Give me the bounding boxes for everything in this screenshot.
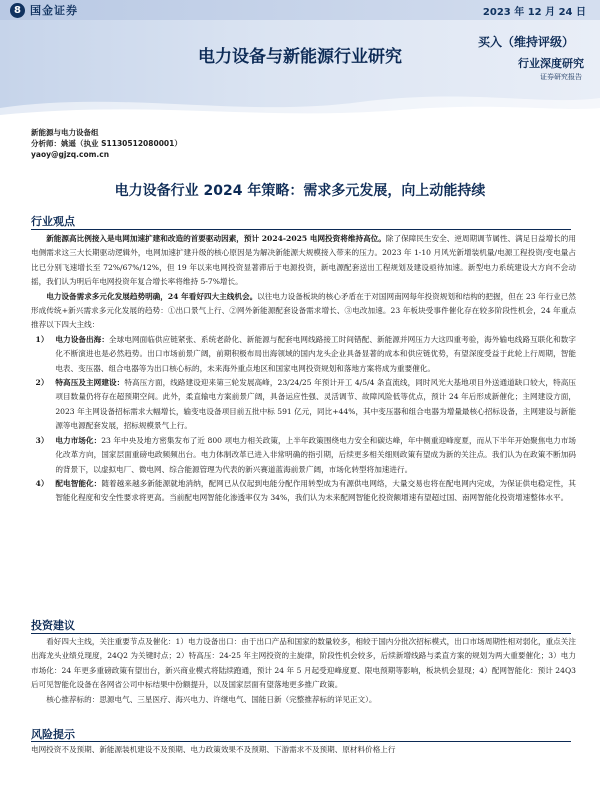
- section-divider: [31, 229, 571, 230]
- paragraph: [31, 232, 576, 290]
- report-header: [0, 0, 600, 121]
- section-viewpoint-heading: 行业观点: [31, 215, 75, 228]
- list-item: [31, 376, 576, 434]
- item-text: 全球电网面临供应链紧张、系统老龄化、新能源与配套电网线路接工时间错配、新能源并网压力大这四重考验，海外输电线路互联化和数字化不断演进也是必然趋势。出口市场前景广阔，前期积极布局出海领域的国内龙头企业具备显著的成本和供应链优势，有望深度受益于此轮上行周期，智能电表、变压器、组合电器等为出口核心标的，未来海外重点地区和国家电网投资规划和落地方案将成为重要催化。: [55, 334, 577, 373]
- risk-body: [31, 743, 576, 757]
- paragraph-text: 以往电力设备板块的核心矛盾在于对国网南网每年投资规划和结构的把握，但在 23 年行业已然形成传统+新兴需求多元化发展的趋势：①出口景气上行、②网外新能源配套设备需求增长、③电改加速。23 年板块受事件催化存在较多阶段性机会，24 年重点推荐以下四大主线：: [31, 291, 576, 330]
- analyst-block: [31, 127, 182, 160]
- list-item: [31, 333, 576, 376]
- section-advice-heading: 投资建议: [31, 619, 75, 632]
- analyst-name: 分析师：姚遥（执业 S1130512080001）: [31, 139, 182, 148]
- item-text: 特高压方面，线路建设迎来第三轮发展高峰，23/24/25 年预计开工 4/5/4 条直流线，同时风光大基地项目外送通道缺口较大，特高压项目数量仍将存在超预期空间。此外，柔直输电方案前景广阔，具备运应性强、灵活调节、故障风险低等优点，预计 24 年后形成新催化；主网建设方面，2023 年主网设备招标需求大幅增长，输变电设备项目前五批中标 591 亿元，同比+44%，其中变压器和组合电器为增量最核心招标设备，主网建设与新能源等电源配套发展，招标规模景气上行。: [55, 378, 577, 431]
- viewpoint-body: [31, 232, 576, 506]
- paragraph-lead: 新能源高比例接入是电网加速扩建和改造的首要驱动因素，预计 2024-2025 电网投资将维持高位。: [46, 234, 386, 243]
- document-title: 电力设备行业 2024 年策略：需求多元发展，向上动能持续: [114, 183, 486, 199]
- paragraph: [31, 290, 576, 333]
- advice-body: [31, 635, 576, 707]
- item-lead: 电力设备出海：: [55, 334, 109, 344]
- item-text: 23 年中央及地方密集发布了近 800 项电力相关政策，上半年政策围绕电力安全和碳达峰，年中侧重迎峰度夏，而从下半年开始聚焦电力市场化改革方向，国家层面重磅电政频频出台。电力体制改革已进入非常明确的指引期，后续更多相关细则政策有望成为新的关注点。我们认为在政策不断加码的背景下，以虚拟电厂、微电网、综合能源管理为代表的新兴赛道蓝海前景广阔，市场化转型将加速进行。: [55, 435, 576, 474]
- item-number: 4）: [35, 478, 49, 488]
- section-divider: [31, 633, 571, 634]
- industry-title: 电力设备与新能源行业研究: [198, 47, 402, 67]
- report-type: 行业深度研究: [518, 57, 584, 70]
- report-date: 2023 年 12 月 24 日: [482, 7, 586, 18]
- report-subtype: 证券研究报告: [540, 73, 582, 81]
- logo-text: 国金证券: [30, 4, 78, 17]
- item-lead: 特高压及主网建设：: [55, 378, 125, 388]
- item-number: 3）: [35, 435, 49, 445]
- company-logo: [10, 2, 78, 18]
- item-lead: 配电智能化：: [55, 478, 102, 488]
- rating-label: 买入（维持评级）: [477, 35, 574, 49]
- risk-text: 电网投资不及预期、新能源装机建设不及预期、电力政策效果不及预期、下游需求不及预期、原材料价格上行: [31, 745, 396, 754]
- analyst-email: yaoy@gjzq.com.cn: [31, 150, 110, 159]
- item-number: 1）: [35, 334, 49, 344]
- paragraph-text: 除了保障民生安全、逆周期调节属性、满足日益增长的用电侧需求这三大长期驱动逻辑外，电网加速扩建升级的核心原因是为解决新能源大规模接入带来的压力。2023 年 1-10 月风光新增装机量/电源工程投资/变电量占比已分别飞速增长至 72%/67%/12%，但 19 年以来电网投资显著滞后于电源投资，新电源配套送出工程规划及建设亟待加速。新型电力系统建设大方向不会动摇，我们认为明后年电网投资年复合增长率将维持 5-7%增长。: [31, 234, 576, 287]
- item-text: 随着越来越多新能源就地消纳，配网已从仅起到电能分配作用转型成为有源供电网络，大量交易也将在配电网内完成，为保证供电稳定性，其智能化程度和安全性要求将更高。当前配电网智能化渗透率仅为 34%，我们认为未来配网智能化投资额增速有望超过国、南网智能化投资增速整体水平。: [55, 478, 577, 503]
- header-wave-decoration: [0, 88, 600, 121]
- list-item: [31, 434, 576, 477]
- item-lead: 电力市场化：: [55, 435, 102, 445]
- section-risk-heading: 风险提示: [31, 728, 75, 741]
- logo-icon: 8: [10, 3, 25, 18]
- section-divider: [31, 741, 571, 742]
- paragraph: 看好四大主线，关注重要节点及催化：1）电力设备出口：由于出口产品和国家的数量较多，相较于国内分批次招标模式，出口市场周期性相对弱化，重点关注出海龙头业绩兑现度，24Q2 为关键时点；2）特高压：24-25 年主网投资的主旋律，阶段性机会较多，后续新增线路与柔直方案的规划为两大重要催化；3）电力市场化：24 年更多重磅政策有望出台，新兴商业模式将陆续跑通，预计 24 年 5 月起受迎峰度夏、限电预期等影响，板块机会显现；4）配网智能化：预计 24Q3 后可见智能化设备在各网省公司中标结果中份额提升，以及国家层面有望落地更多推广政策。: [31, 637, 576, 690]
- analyst-team: 新能源与电力设备组: [31, 128, 99, 137]
- item-number: 2）: [35, 378, 49, 388]
- paragraph-lead: 电力设备需求多元化发展趋势明确，24 年看好四大主线机会。: [46, 291, 258, 301]
- paragraph: 核心推荐标的：思源电气、三星医疗、海兴电力、许继电气、国能日新（完整推荐标的详见正文）。: [46, 694, 377, 704]
- list-item: [31, 477, 576, 506]
